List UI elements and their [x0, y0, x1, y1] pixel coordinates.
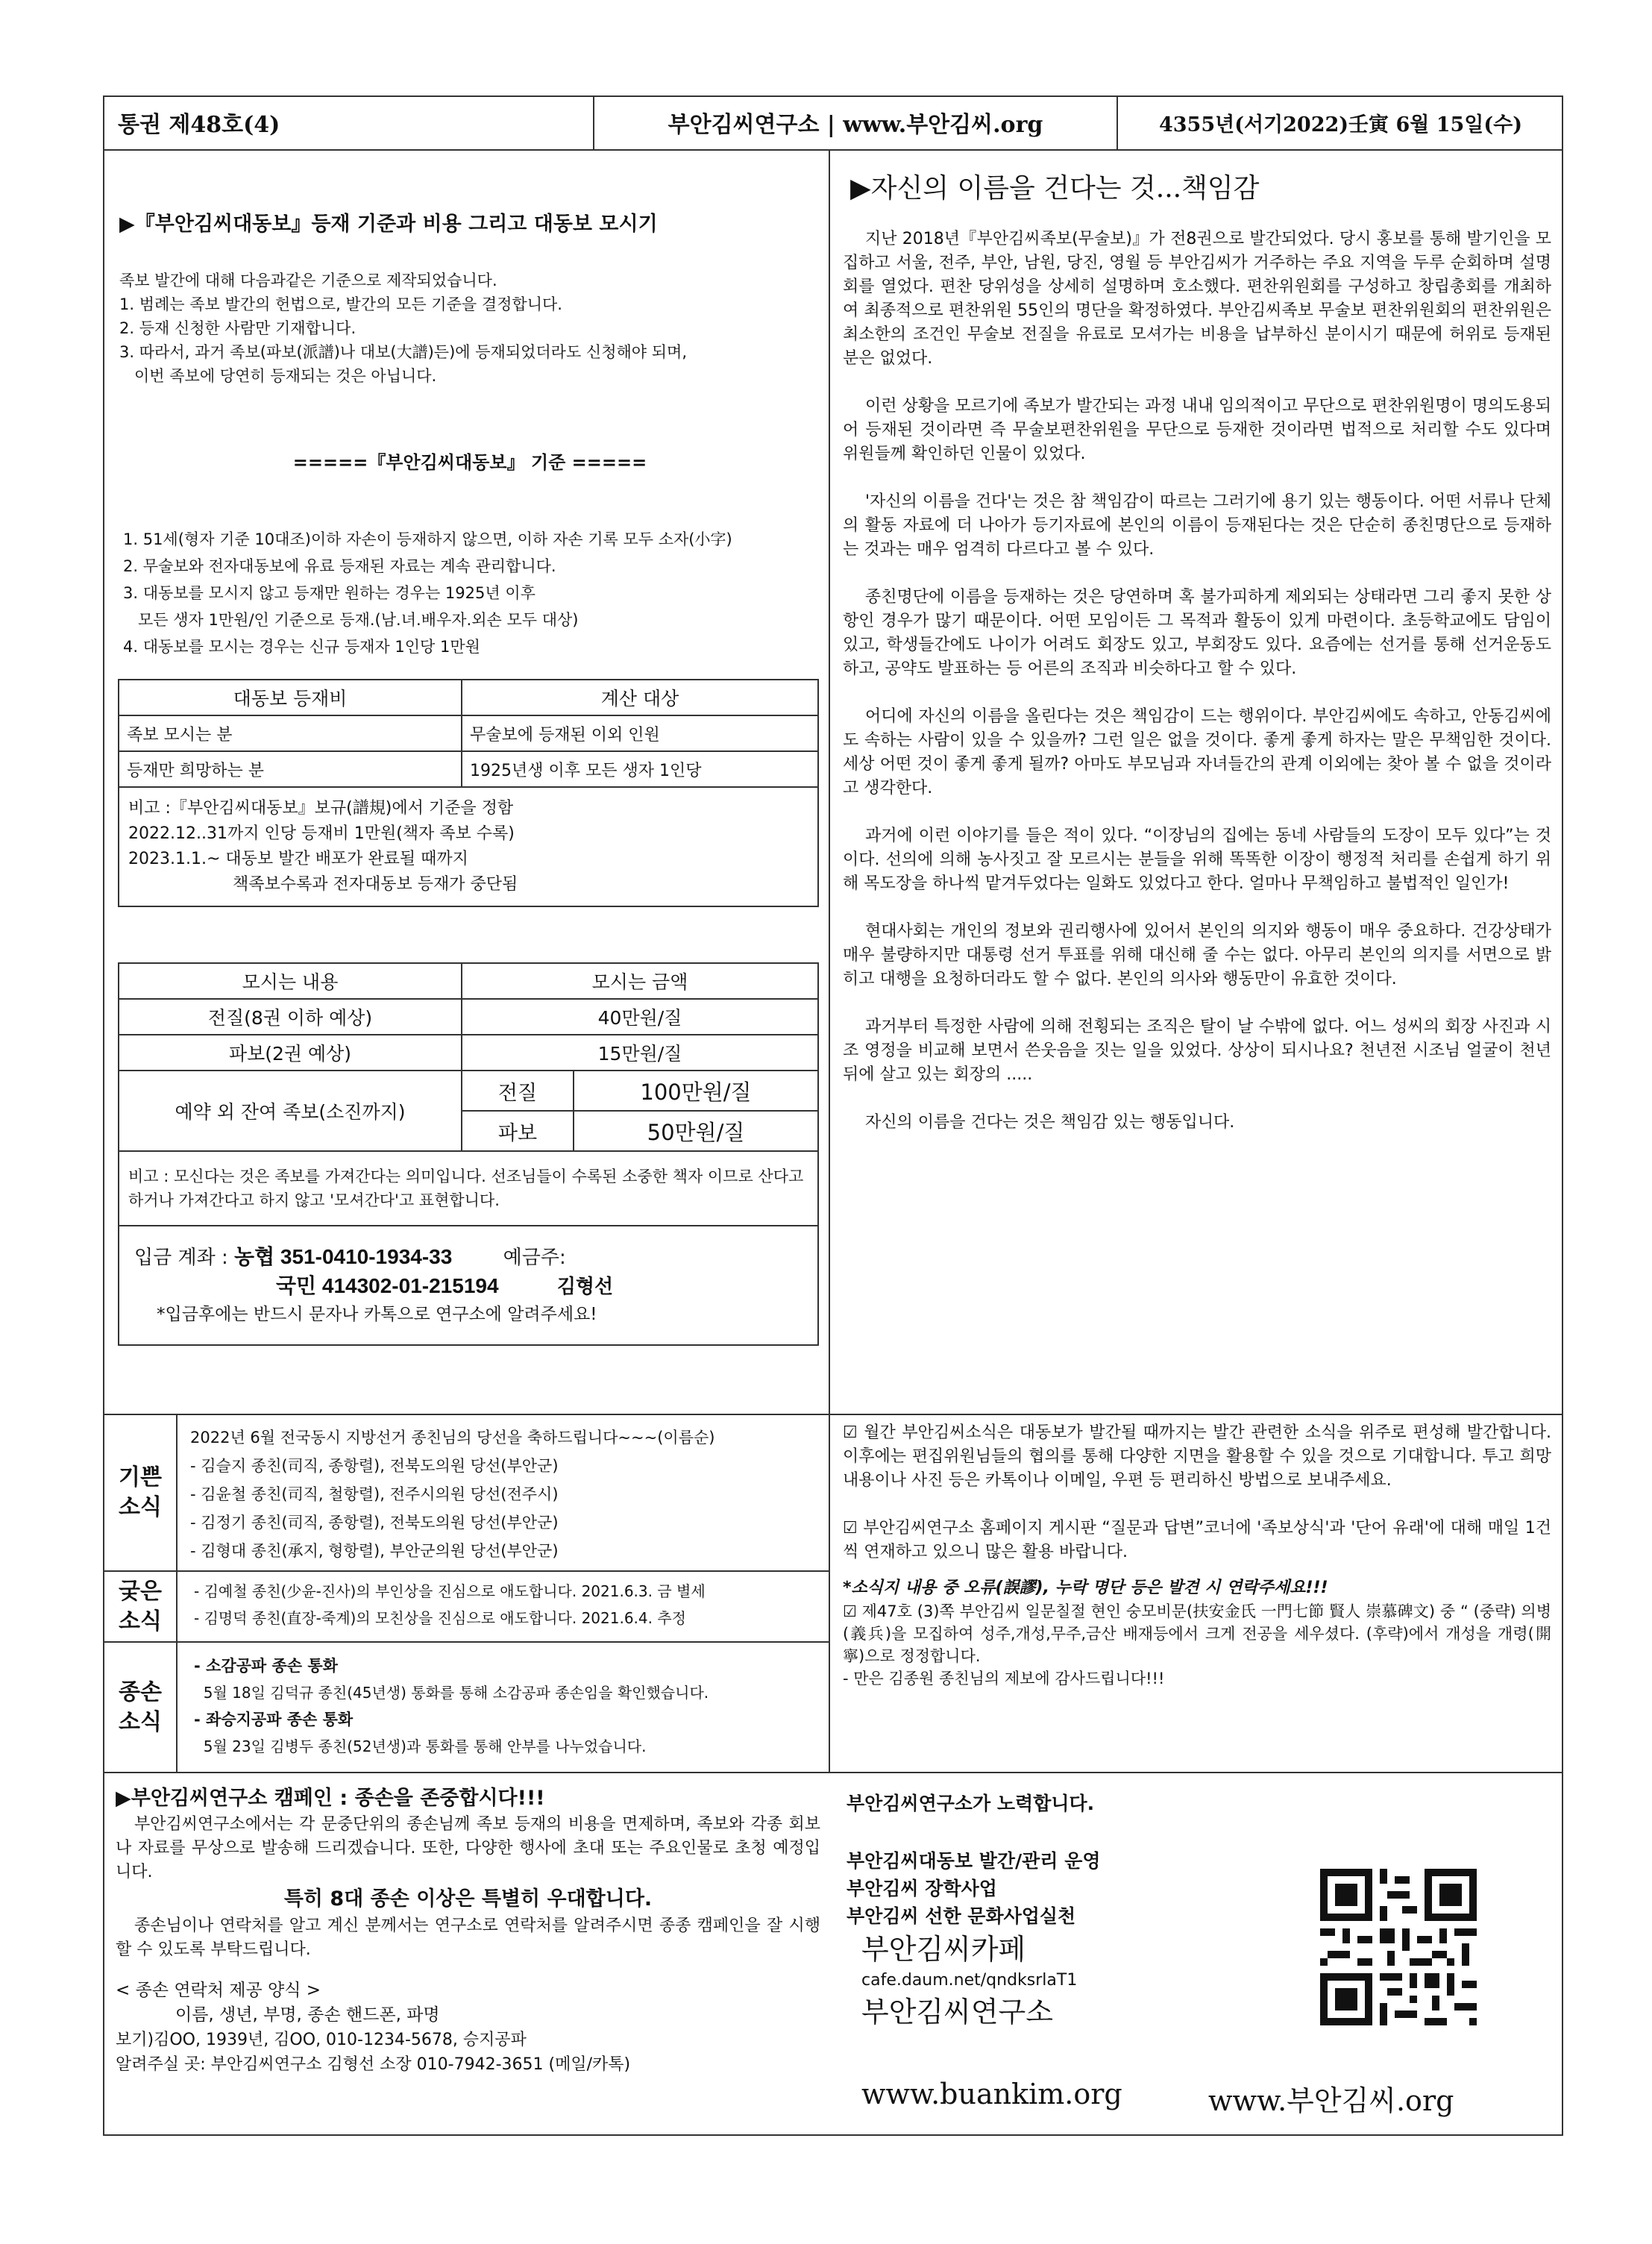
article-paragraph: 과거에 이런 이야기를 들은 적이 있다. “이장님의 집에는 동네 사람들의 도장이 모두 있다”는 것이다. 선의에 의해 농사짓고 잘 모르시는 분들을 위해 똑똑한 이장이 행정적 처리를 손쉽게 하기 위해 목도장을 하나씩 맡겨두었다는 일화도 있었다고 한다. 얼마나 무책임하고 불법적인 일인가!	[843, 827, 1551, 893]
header-site: 부안김씨연구소 | www.부안김씨.org	[668, 112, 1043, 138]
fee-note	[119, 787, 818, 906]
divider	[103, 149, 1563, 151]
table-cell: 등재만 희망하는 분	[119, 751, 462, 787]
article-body	[843, 228, 1551, 1135]
criteria-line: 3. 대동보를 모시지 않고 등재만 원하는 경우는 1925년 이후	[123, 584, 536, 602]
issue-number: 통권 제48호(4)	[118, 112, 280, 138]
table-header: 모시는 금액	[462, 963, 818, 999]
institute-item: 부안김씨 장학사업	[847, 1878, 997, 1899]
notice-box	[843, 1421, 1551, 1690]
note-line: 2023.1.1.~ 대동보 발간 배포가 완료될 때까지	[128, 850, 468, 868]
price-note: 비고 : 모신다는 것은 족보를 가져간다는 의미입니다. 선조님들이 수록된 소중한 책자 이므로 산다고 하거나 가져간다고 하지 않고 '모셔간다'고 표현합니다.	[119, 1151, 818, 1226]
heir-news-item: - 소감공파 종손 통화	[194, 1657, 338, 1675]
campaign-box	[116, 1784, 820, 2077]
good-news-item: - 김슬지 종친(司직, 종항렬), 전북도의원 당선(부안군)	[190, 1457, 559, 1475]
website-link[interactable]: www.buankim.org	[861, 2078, 1122, 2110]
divider	[176, 1414, 178, 1772]
form-example: 보기)김OO, 1939년, 김OO, 010-1234-5678, 승지공파	[116, 2031, 527, 2049]
divider	[103, 1414, 1563, 1415]
criteria-line: 모든 생자 1만원/인 기준으로 등재.(남.녀.배우자.외손 모두 대상)	[123, 611, 579, 629]
intro-line: 2. 등재 신청한 사람만 기재합니다.	[119, 319, 357, 337]
article-title: ▶자신의 이름을 건다는 것...책임감	[850, 173, 1260, 204]
criteria-line: 2. 무술보와 전자대동보에 유료 등재된 자료는 계속 관리합니다.	[123, 557, 556, 575]
heir-news-item: 5월 23일 김병두 종친(52년생)과 통화를 통해 안부를 나누었습니다.	[194, 1737, 647, 1755]
sad-news-item: - 김예철 종친(少윤-진사)의 부인상을 진심으로 애도합니다. 2021.6.3. 금 별세	[194, 1582, 706, 1600]
campaign-title: ▶부안김씨연구소 캠페인 : 종손을 존중합시다!!!	[116, 1787, 545, 1810]
article-paragraph: 어디에 자신의 이름을 올린다는 것은 책임감이 드는 행위이다. 부안김씨에도 속하고, 안동김씨에도 속하는 사람이 있을 수 있을까? 그런 일은 없을 것이다. 좋게 좋게 하자는 말은 무책임한 것이다. 세상 어떤 것이 좋게 좋게 될까? 아마도 부모님과 자녀들간의 관계 이외에는 찾아 볼 수 없을 것이라고 생각한다.	[843, 707, 1551, 797]
heir-news-list	[194, 1652, 824, 1760]
table-header: 계산 대상	[462, 680, 818, 715]
institute-title: 부안김씨연구소가 노력합니다.	[847, 1793, 1095, 1814]
intro-line: 1. 범례는 족보 발간의 헌법으로, 발간의 모든 기준을 결정합니다.	[119, 295, 562, 313]
good-news-list	[190, 1423, 824, 1565]
institute-item: 부안김씨 선한 문화사업실천	[847, 1905, 1076, 1927]
campaign-highlight: 특히 8대 종손 이상은 특별히 우대합니다.	[283, 1887, 653, 1911]
good-news-label: 기쁜 소식	[119, 1464, 162, 1520]
criteria-title: =====『부안김씨대동보』 기준 =====	[292, 452, 647, 473]
form-title: < 종손 연락처 제공 양식 >	[116, 1981, 321, 2000]
fee-section-title: ▶『부안김씨대동보』등재 기준과 비용 그리고 대동보 모시기	[119, 213, 658, 236]
error-item: ☑ 제47호 (3)쪽 부안김씨 일문칠절 현인 숭모비문(扶安金氏 一門七節 賢人 崇慕碑文) 중 “ (중략) 의병(義兵)을 모집하여 성주,개성,무주,금산 배재등에서 크게 전공을 세우셨다. (후략)에서 개성을 개령(開寧)으로 정정합니다.	[843, 1602, 1551, 1665]
institute-item: 부안김씨대동보 발간/관리 운영	[847, 1850, 1101, 1872]
table-cell: 50만원/질	[574, 1111, 818, 1151]
account-number: 농협 351-0410-1934-33	[234, 1245, 453, 1268]
sad-news-label: 궂은 소식	[119, 1578, 162, 1635]
table-cell: 파보(2권 예상)	[119, 1035, 462, 1071]
intro-line: 3. 따라서, 과거 족보(파보(派譜)나 대보(大譜)든)에 등재되었더라도 신청해야 되며,	[119, 343, 687, 361]
error-title: *소식지 내용 중 오류(誤謬), 누락 명단 등은 발견 시 연락주세요!!!	[843, 1579, 1328, 1597]
account-box	[119, 1226, 818, 1345]
sad-news-item: - 김명덕 종친(直장-죽계)의 모친상을 진심으로 애도합니다. 2021.6.4. 추정	[194, 1609, 686, 1627]
table-cell: 전질	[462, 1071, 574, 1111]
criteria-line: 1. 51세(형자 기준 10대조)이하 자손이 등재하지 않으면, 이하 자손 기록 모두 소자(小字)	[123, 530, 732, 548]
notice-homepage: ☑ 부안김씨연구소 홈페이지 게시판 “질문과 답변”코너에 '족보상식'과 '단어 유래'에 대해 매일 1건씩 연재하고 있으니 많은 활용 바랍니다.	[843, 1519, 1551, 1561]
criteria-list	[123, 526, 824, 660]
table-cell: 전질(8권 이하 예상)	[119, 999, 462, 1035]
heir-news-item: 5월 18일 김덕규 종친(45년생) 통화를 통해 소감공파 종손임을 확인했습니다.	[194, 1684, 709, 1702]
fee-table	[118, 679, 819, 907]
issue-date: 4355년(서기2022)壬寅 6월 15일(수)	[1158, 113, 1523, 137]
intro-line: 족보 발간에 대해 다음과같은 기준으로 제작되었습니다.	[119, 272, 497, 289]
article-paragraph: 지난 2018년『부안김씨족보(무술보)』가 전8권으로 발간되었다. 당시 홍보를 통해 발기인을 모집하고 서울, 전주, 부안, 남원, 당진, 영월 등 부안김씨가 거주하는 주요 지역을 두루 순회하며 설명회를 열었다. 편찬 당위성을 상세히 설명하며 호소했다. 편찬위원회를 구성하고 창립총회를 개최하여 최종적으로 편찬위원 55인의 명단을 확정하였다. 부안김씨족보 무술보 편찬위원회의 편찬위원은 최소한의 조건인 무술보 전질을 유료로 모셔가는 비용을 납부하신 분이시기 때문에 허위로 등재된 분은 없었다.	[843, 230, 1551, 368]
account-holder: 김형선	[556, 1276, 614, 1298]
intro-list	[119, 269, 820, 388]
article-paragraph: 현대사회는 개인의 정보와 권리행사에 있어서 본인의 의지와 행동이 매우 중요하다. 건강상태가 매우 불량하지만 대통령 선거 투표를 위해 대신해 줄 수는 없다. 아무리 본인의 의지를 서면으로 밝히고 대행을 요청하더라도 할 수 없다. 본인의 의사와 행동만이 유효한 것이다.	[843, 922, 1551, 988]
qr-code-icon[interactable]	[1320, 1869, 1477, 2025]
cafe-url[interactable]: cafe.daum.net/qndksrlaT1	[861, 1971, 1078, 1990]
column-divider	[829, 1414, 830, 1772]
account-label: 입금 계좌 :	[134, 1247, 228, 1269]
table-cell: 무술보에 등재된 이외 인원	[462, 715, 818, 751]
heir-news-item: - 좌승지공파 종손 통화	[194, 1711, 354, 1729]
table-cell: 40만원/질	[462, 999, 818, 1035]
article-paragraph: '자신의 이름을 건다'는 것은 참 책임감이 따르는 그러기에 용기 있는 행동이다. 어떤 서류나 단체의 활동 자료에 더 나아가 등기자료에 본인의 이름이 등재된다는 것은 단순히 종친명단으로 등재하는 것과는 매우 엄격히 다르다고 볼 수 있다.	[843, 492, 1551, 559]
note-line: 비고 :『부안김씨대동보』보규(譜規)에서 기준을 정함	[128, 799, 514, 818]
divider	[103, 1772, 1563, 1773]
good-news-item: - 김형대 종친(承지, 형항렬), 부안군의원 당선(부안군)	[190, 1542, 559, 1560]
good-news-item: - 김윤철 종친(司직, 철항렬), 전주시의원 당선(전주시)	[190, 1485, 559, 1503]
table-cell: 족보 모시는 분	[119, 715, 462, 751]
note-line: 2022.12..31까지 인당 등재비 1만원(책자 족보 수록)	[128, 824, 515, 843]
campaign-body2: 종손님이나 연락처를 알고 계신 분께서는 연구소로 연락처를 알려주시면 종종 캠페인을 잘 시행할 수 있도록 부탁드립니다.	[116, 1917, 820, 1959]
good-news-item: - 김정기 종친(司직, 종항렬), 전북도의원 당선(부안군)	[190, 1514, 559, 1532]
divider	[103, 1570, 829, 1572]
table-header: 대동보 등재비	[119, 680, 462, 715]
table-cell: 15만원/질	[462, 1035, 818, 1071]
account-line	[134, 1243, 803, 1272]
table-header: 모시는 내용	[119, 963, 462, 999]
intro-line: 이번 족보에 당연히 등재되는 것은 아닙니다.	[119, 367, 437, 385]
table-cell: 100만원/질	[574, 1071, 818, 1111]
account-line	[134, 1272, 803, 1301]
article-paragraph: 이런 상황을 모르기에 족보가 발간되는 과정 내내 임의적이고 무단으로 편찬위원명이 명의도용되어 등재된 것이라면 즉 무술보편찬위원을 무단으로 등재한 것이라면 법적으로 처리할 수도 있다며 위원들께 확인하던 인물이 있었다.	[843, 397, 1552, 463]
article-paragraph: 자신의 이름을 건다는 것은 책임감 있는 행동입니다.	[865, 1113, 1235, 1132]
good-news-title: 2022년 6월 전국동시 지방선거 종친님의 당선을 축하드립니다~~~(이름순)	[190, 1429, 715, 1447]
website-link[interactable]: www.부안김씨.org	[1208, 2084, 1454, 2117]
article-paragraph: 과거부터 특정한 사람에 의해 전횡되는 조직은 탈이 날 수밖에 없다. 어느 성씨의 회장 사진과 시조 영정을 비교해 보면서 쓴웃음을 짓는 일을 있었다. 상상이 되시나요? 천년전 시조님 얼굴이 천년 뒤에 살고 있는 회장의 .....	[843, 1018, 1551, 1084]
note-line: 책족보수록과 전자대동보 등재가 중단됨	[233, 875, 518, 894]
account-number: 국민 414302-01-215194	[276, 1274, 499, 1297]
price-table	[118, 962, 819, 1346]
campaign-body: 부안김씨연구소에서는 각 문중단위의 종손님께 족보 등재의 비용을 면제하며, 족보와 각종 회보나 자료를 무상으로 발송해 드리겠습니다. 또한, 다양한 행사에 초대 또는 주요인물로 초청 예정입니다.	[116, 1815, 820, 1881]
institute-name: 부안김씨연구소	[861, 1996, 1053, 2028]
heir-news-label: 종손 소식	[119, 1679, 162, 1735]
form-fields: 이름, 생년, 부명, 종손 핸드폰, 파명	[175, 2005, 440, 2025]
contact-info: 알려주실 곳: 부안김씨연구소 김형선 소장 010-7942-3651 (메일/카톡)	[116, 2055, 631, 2074]
sad-news-list	[194, 1578, 824, 1632]
account-notice: *입금후에는 반드시 문자나 카톡으로 연구소에 알려주세요!	[157, 1305, 597, 1324]
criteria-line: 4. 대동보를 모시는 경우는 신규 등재자 1인당 1만원	[123, 638, 480, 656]
table-cell: 1925년생 이후 모든 생자 1인당	[462, 751, 818, 787]
column-divider	[829, 149, 830, 1414]
table-cell: 예약 외 잔여 족보(소진까지)	[119, 1071, 462, 1151]
table-cell: 파보	[462, 1111, 574, 1151]
notice-monthly: ☑ 월간 부안김씨소식은 대동보가 발간될 때까지는 발간 관련한 소식을 위주로 편성해 발간합니다. 이후에는 편집위원님들의 협의를 통해 다양한 지면을 활용할 수 있을 것으로 기대합니다. 투고 희망 내용이나 사진 등은 카톡이나 이메일, 우편 등 편리하신 방법으로 보내주세요.	[843, 1423, 1551, 1490]
cafe-name: 부안김씨카페	[861, 1933, 1026, 1966]
article-paragraph: 종친명단에 이름을 등재하는 것은 당연하며 혹 불가피하게 제외되는 상태라면 그리 좋지 못한 상항인 경우가 많기 때문이다. 어떤 모임이든 그 목적과 활동이 있게 마련이다. 초등학교에도 담임이 있고, 학생들간에도 나이가 어려도 회장도 있고, 부회장도 있다. 요즘에는 선거를 통해 선거운동도 하고, 공약도 발표하는 등 어른의 조직과 비슷하다고 할 수 있다.	[843, 588, 1551, 678]
error-item: - 만은 김종원 종친님의 제보에 감사드립니다!!!	[843, 1670, 1165, 1687]
divider	[103, 1641, 829, 1643]
account-holder-label: 예금주:	[503, 1247, 566, 1269]
